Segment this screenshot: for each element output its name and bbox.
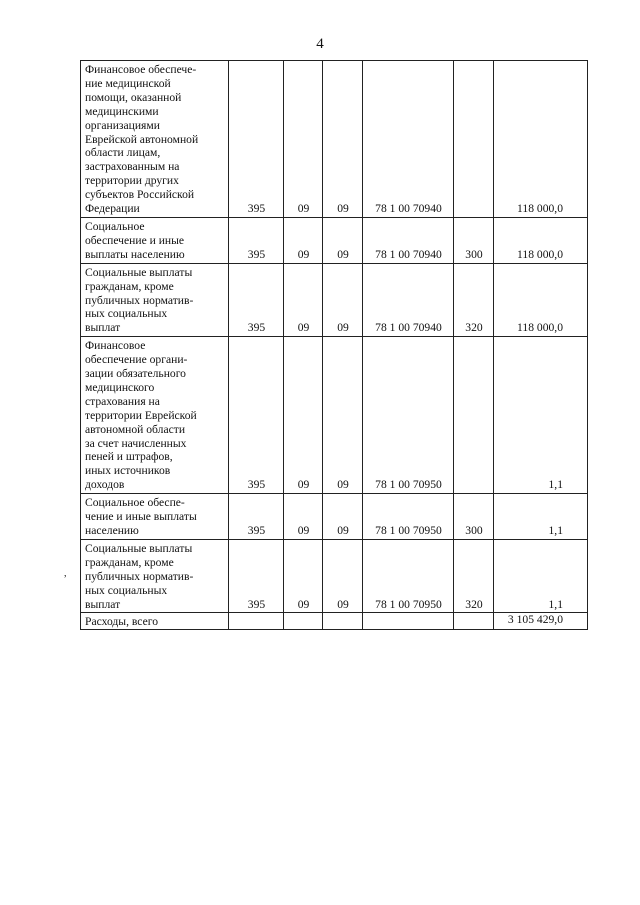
expense-type-cell: 320 xyxy=(454,263,494,337)
section-code-cell: 09 xyxy=(284,539,323,613)
expense-name-line: территории Еврейской xyxy=(85,408,197,422)
expense-name-line: Финансовое обеспече- xyxy=(85,63,197,76)
amount-cell: 1,1 xyxy=(494,494,588,540)
expense-name-cell xyxy=(81,494,229,540)
expense-type-cell: 320 xyxy=(454,539,494,613)
expense-name-line: публичных норматив- xyxy=(85,569,194,583)
target-article-cell: 78 1 00 70950 xyxy=(363,494,454,540)
section-code-cell: 09 xyxy=(284,337,323,494)
total-row xyxy=(81,613,588,630)
ministry-code-cell: 395 xyxy=(229,61,284,218)
amount-cell: 118 000,0 xyxy=(494,61,588,218)
expense-name-cell xyxy=(81,337,229,494)
table-row xyxy=(81,337,588,494)
expense-name-line: чение и иные выплаты xyxy=(85,510,197,524)
expense-name-line: гражданам, кроме xyxy=(85,279,174,293)
ministry-code-cell: 395 xyxy=(229,263,284,337)
subsection-code-cell: 09 xyxy=(323,61,363,218)
expense-name-line: публичных норматив- xyxy=(85,293,194,307)
amount-cell: 118 000,0 xyxy=(494,217,588,263)
total-amount: 3 105 429,0 xyxy=(494,613,588,630)
expense-name-line: медицинского xyxy=(85,380,155,394)
amount-cell: 118 000,0 xyxy=(494,263,588,337)
stray-mark: , xyxy=(64,568,67,579)
budget-table xyxy=(80,60,588,630)
expense-name-line: медицинскими xyxy=(85,104,159,118)
target-article-cell: 78 1 00 70940 xyxy=(363,263,454,337)
table-row xyxy=(81,263,588,337)
expense-name-line: организациями xyxy=(85,118,160,132)
expense-name-line: выплаты населению xyxy=(85,247,185,261)
subsection-code-cell: 09 xyxy=(323,539,363,613)
expense-name-line: застрахованным на xyxy=(85,160,180,174)
page-number: 4 xyxy=(316,36,324,52)
expense-name-line: зации обязательного xyxy=(85,367,186,381)
expense-name-cell xyxy=(81,263,229,337)
expense-name-line: доходов xyxy=(85,478,125,492)
expense-name-line: населению xyxy=(85,524,139,537)
expense-name-line: выплат xyxy=(85,321,121,335)
expense-name-line: помощи, оказанной xyxy=(85,90,182,104)
expense-name-cell xyxy=(81,217,229,263)
target-article-cell: 78 1 00 70950 xyxy=(363,337,454,494)
expense-name-line: ние медицинской xyxy=(85,76,171,90)
subsection-code-cell: 09 xyxy=(323,337,363,494)
expense-name-line: Финансовое xyxy=(85,339,146,353)
subsection-code-cell: 09 xyxy=(323,217,363,263)
section-code-cell: 09 xyxy=(284,263,323,337)
amount-cell: 1,1 xyxy=(494,337,588,494)
ministry-code-cell: 395 xyxy=(229,217,284,263)
expense-name-line: обеспечение и иные xyxy=(85,233,185,247)
expense-name-cell xyxy=(81,61,229,218)
expense-name-line: иных источников xyxy=(85,464,171,478)
expense-name-line: Социальные выплаты xyxy=(85,541,193,555)
expense-name-line: Социальное xyxy=(85,219,145,233)
expense-name-line: за счет начисленных xyxy=(85,436,187,450)
expense-name-line: выплат xyxy=(85,597,121,611)
expense-name-line: пеней и штрафов, xyxy=(85,450,173,464)
expense-name-line: автономной области xyxy=(85,422,186,436)
table-row xyxy=(81,494,588,540)
empty-cell xyxy=(323,613,363,630)
section-code-cell: 09 xyxy=(284,494,323,540)
expense-name-line: ных социальных xyxy=(85,583,168,597)
table-row xyxy=(81,539,588,613)
expense-name-line: ных социальных xyxy=(85,307,168,321)
expense-type-cell xyxy=(454,61,494,218)
empty-cell xyxy=(229,613,284,630)
expense-type-cell: 300 xyxy=(454,217,494,263)
section-code-cell: 09 xyxy=(284,61,323,218)
expense-name-line: Социальные выплаты xyxy=(85,265,193,279)
total-label: Расходы, всего xyxy=(81,613,229,630)
empty-cell xyxy=(454,613,494,630)
expense-name-cell xyxy=(81,539,229,613)
ministry-code-cell: 395 xyxy=(229,494,284,540)
expense-name-line: Еврейской автономной xyxy=(85,132,199,146)
expense-name-line: страхования на xyxy=(85,394,160,408)
table-body xyxy=(81,61,588,613)
table-row xyxy=(81,217,588,263)
section-code-cell: 09 xyxy=(284,217,323,263)
amount-cell: 1,1 xyxy=(494,539,588,613)
subsection-code-cell: 09 xyxy=(323,494,363,540)
table-row xyxy=(81,61,588,218)
expense-name-line: территории других xyxy=(85,174,179,188)
ministry-code-cell: 395 xyxy=(229,337,284,494)
expense-name-line: Федерации xyxy=(85,202,140,216)
expense-name-line: субъектов Российской xyxy=(85,188,195,202)
expense-name-line: гражданам, кроме xyxy=(85,555,174,569)
target-article-cell: 78 1 00 70940 xyxy=(363,217,454,263)
empty-cell xyxy=(284,613,323,630)
target-article-cell: 78 1 00 70950 xyxy=(363,539,454,613)
expense-name-line: Социальное обеспе- xyxy=(85,496,185,510)
target-article-cell: 78 1 00 70940 xyxy=(363,61,454,218)
expense-type-cell: 300 xyxy=(454,494,494,540)
empty-cell xyxy=(363,613,454,630)
ministry-code-cell: 395 xyxy=(229,539,284,613)
subsection-code-cell: 09 xyxy=(323,263,363,337)
expense-type-cell xyxy=(454,337,494,494)
expense-name-line: области лицам, xyxy=(85,146,161,160)
expense-name-line: обеспечение органи- xyxy=(85,353,188,367)
